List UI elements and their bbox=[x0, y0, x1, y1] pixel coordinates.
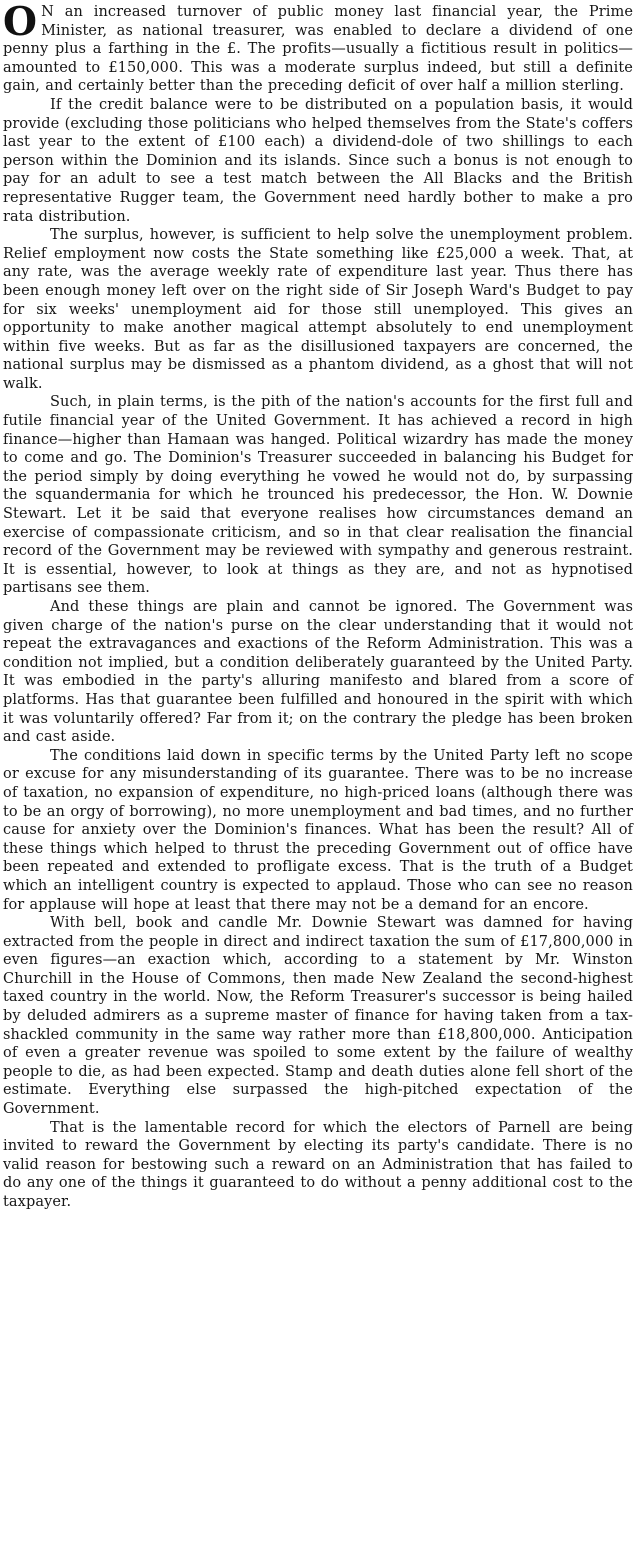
article-paragraph-2: If the credit balance were to be distributed on a population basis, it would provide (excluding those politicians who helped themselves from the State's coffers last year to the extent of £100 each) a dividend-dole of two shillings to each person within the Dominion and its islands. Since such a bonus is not enough to pay for an adult to see a test match between the All Blacks and the British representative Rugger team, the Government need hardly bother to make a pro rata distribution. bbox=[3, 96, 633, 225]
article-paragraph-8: That is the lamentable record for which the electors of Parnell are being invited to reward the Government by electing its party's candidate. There is no valid reason for bestowing such a reward on an Administration that has failed to do any one of the things it guaranteed to do without a penny additional cost to the taxpayer. bbox=[3, 1119, 633, 1210]
first-paragraph-text: N an increased turnover of public money last financial year, the Prime Minister, as national treasurer, was enabled to declare a dividend of one penny plus a farthing in the £. The profits—usually a fictitious result in politics—amounted to £150,000. This was a moderate surplus indeed, but still a definite gain, and certainly better than the preceding deficit of over half a million sterling. bbox=[3, 4, 633, 95]
drop-cap: O bbox=[3, 0, 38, 45]
article-paragraph-3: The surplus, however, is sufficient to help solve the unemployment problem. Relief employment now costs the State something like £25,000 a week. That, at any rate, was the average weekly rate of expenditure last year. Thus there has been enough money left over on the right side of Sir Joseph Ward's Budget to pay for six weeks' unemployment aid for those still unemployed. This gives an opportunity to make another magical attempt absolutely to end unemployment within five weeks. But as far as the disillusioned taxpayers are concerned, the national surplus may be dismissed as a phantom dividend, as a ghost that will not walk. bbox=[3, 227, 633, 392]
article-paragraph-1 bbox=[3, 0, 633, 96]
article-paragraph-5: And these things are plain and cannot be ignored. The Government was given charge of the nation's purse on the clear understanding that it would not repeat the extravagances and exactions of the Reform Administration. This was a condition not implied, but a condition deliberately guaranteed by the United Party. It was embodied in the party's alluring manifesto and blared from a score of platforms. Has that guarantee been fulfilled and honoured in the spirit with which it was voluntarily offered? Far from it; on the contrary the pledge has been broken and cast aside. bbox=[3, 599, 633, 746]
article-paragraph-7: With bell, book and candle Mr. Downie Stewart was damned for having extracted from the people in direct and indirect taxation the sum of £17,800,000 in even figures—an exaction which, according to a statement by Mr. Winston Churchill in the House of Commons, then made New Zealand the second-highest taxed country in the world. Now, the Reform Treasurer's successor is being hailed by deluded admirers as a supreme master of finance for having taken from a tax-shackled community in the same way rather more than £18,800,000. Anticipation of even a greater revenue was spoiled to some extent by the failure of wealthy people to die, as had been expected. Stamp and death duties alone fell short of the estimate. Everything else surpassed the high-pitched expectation of the Government. bbox=[3, 915, 633, 1118]
article-paragraph-4: Such, in plain terms, is the pith of the nation's accounts for the first full and futile financial year of the United Government. It has achieved a record in high finance—higher than Hamaan was hanged. Political wizardry has made the money to come and go. The Dominion's Treasurer succeeded in balancing his Budget for the period simply by doing everything he vowed he would not do, by surpassing the squandermania for which he trounced his predecessor, the Hon. W. Downie Stewart. Let it be said that everyone realises how circumstances demand an exercise of compassionate criticism, and so in that clear realisation the financial record of the Government may be reviewed with sympathy and generous restraint. It is essential, however, to look at things as they are, and not as hypnotised partisans see them. bbox=[3, 394, 633, 597]
article-paragraph-6: The conditions laid down in specific terms by the United Party left no scope or excuse for any misunderstanding of its guarantee. There was to be no increase of taxation, no expansion of expenditure, no high-priced loans (although there was to be an orgy of borrowing), no more unemployment and bad times, and no further cause for anxiety over the Dominion's finances. What has been the result? All of these things which helped to thrust the preceding Government out of office have been repeated and extended to profligate excess. That is the truth of a Budget which an intelligent country is expected to applaud. Those who can see no reason for applause will hope at least that there may not be a demand for an encore. bbox=[3, 747, 633, 913]
